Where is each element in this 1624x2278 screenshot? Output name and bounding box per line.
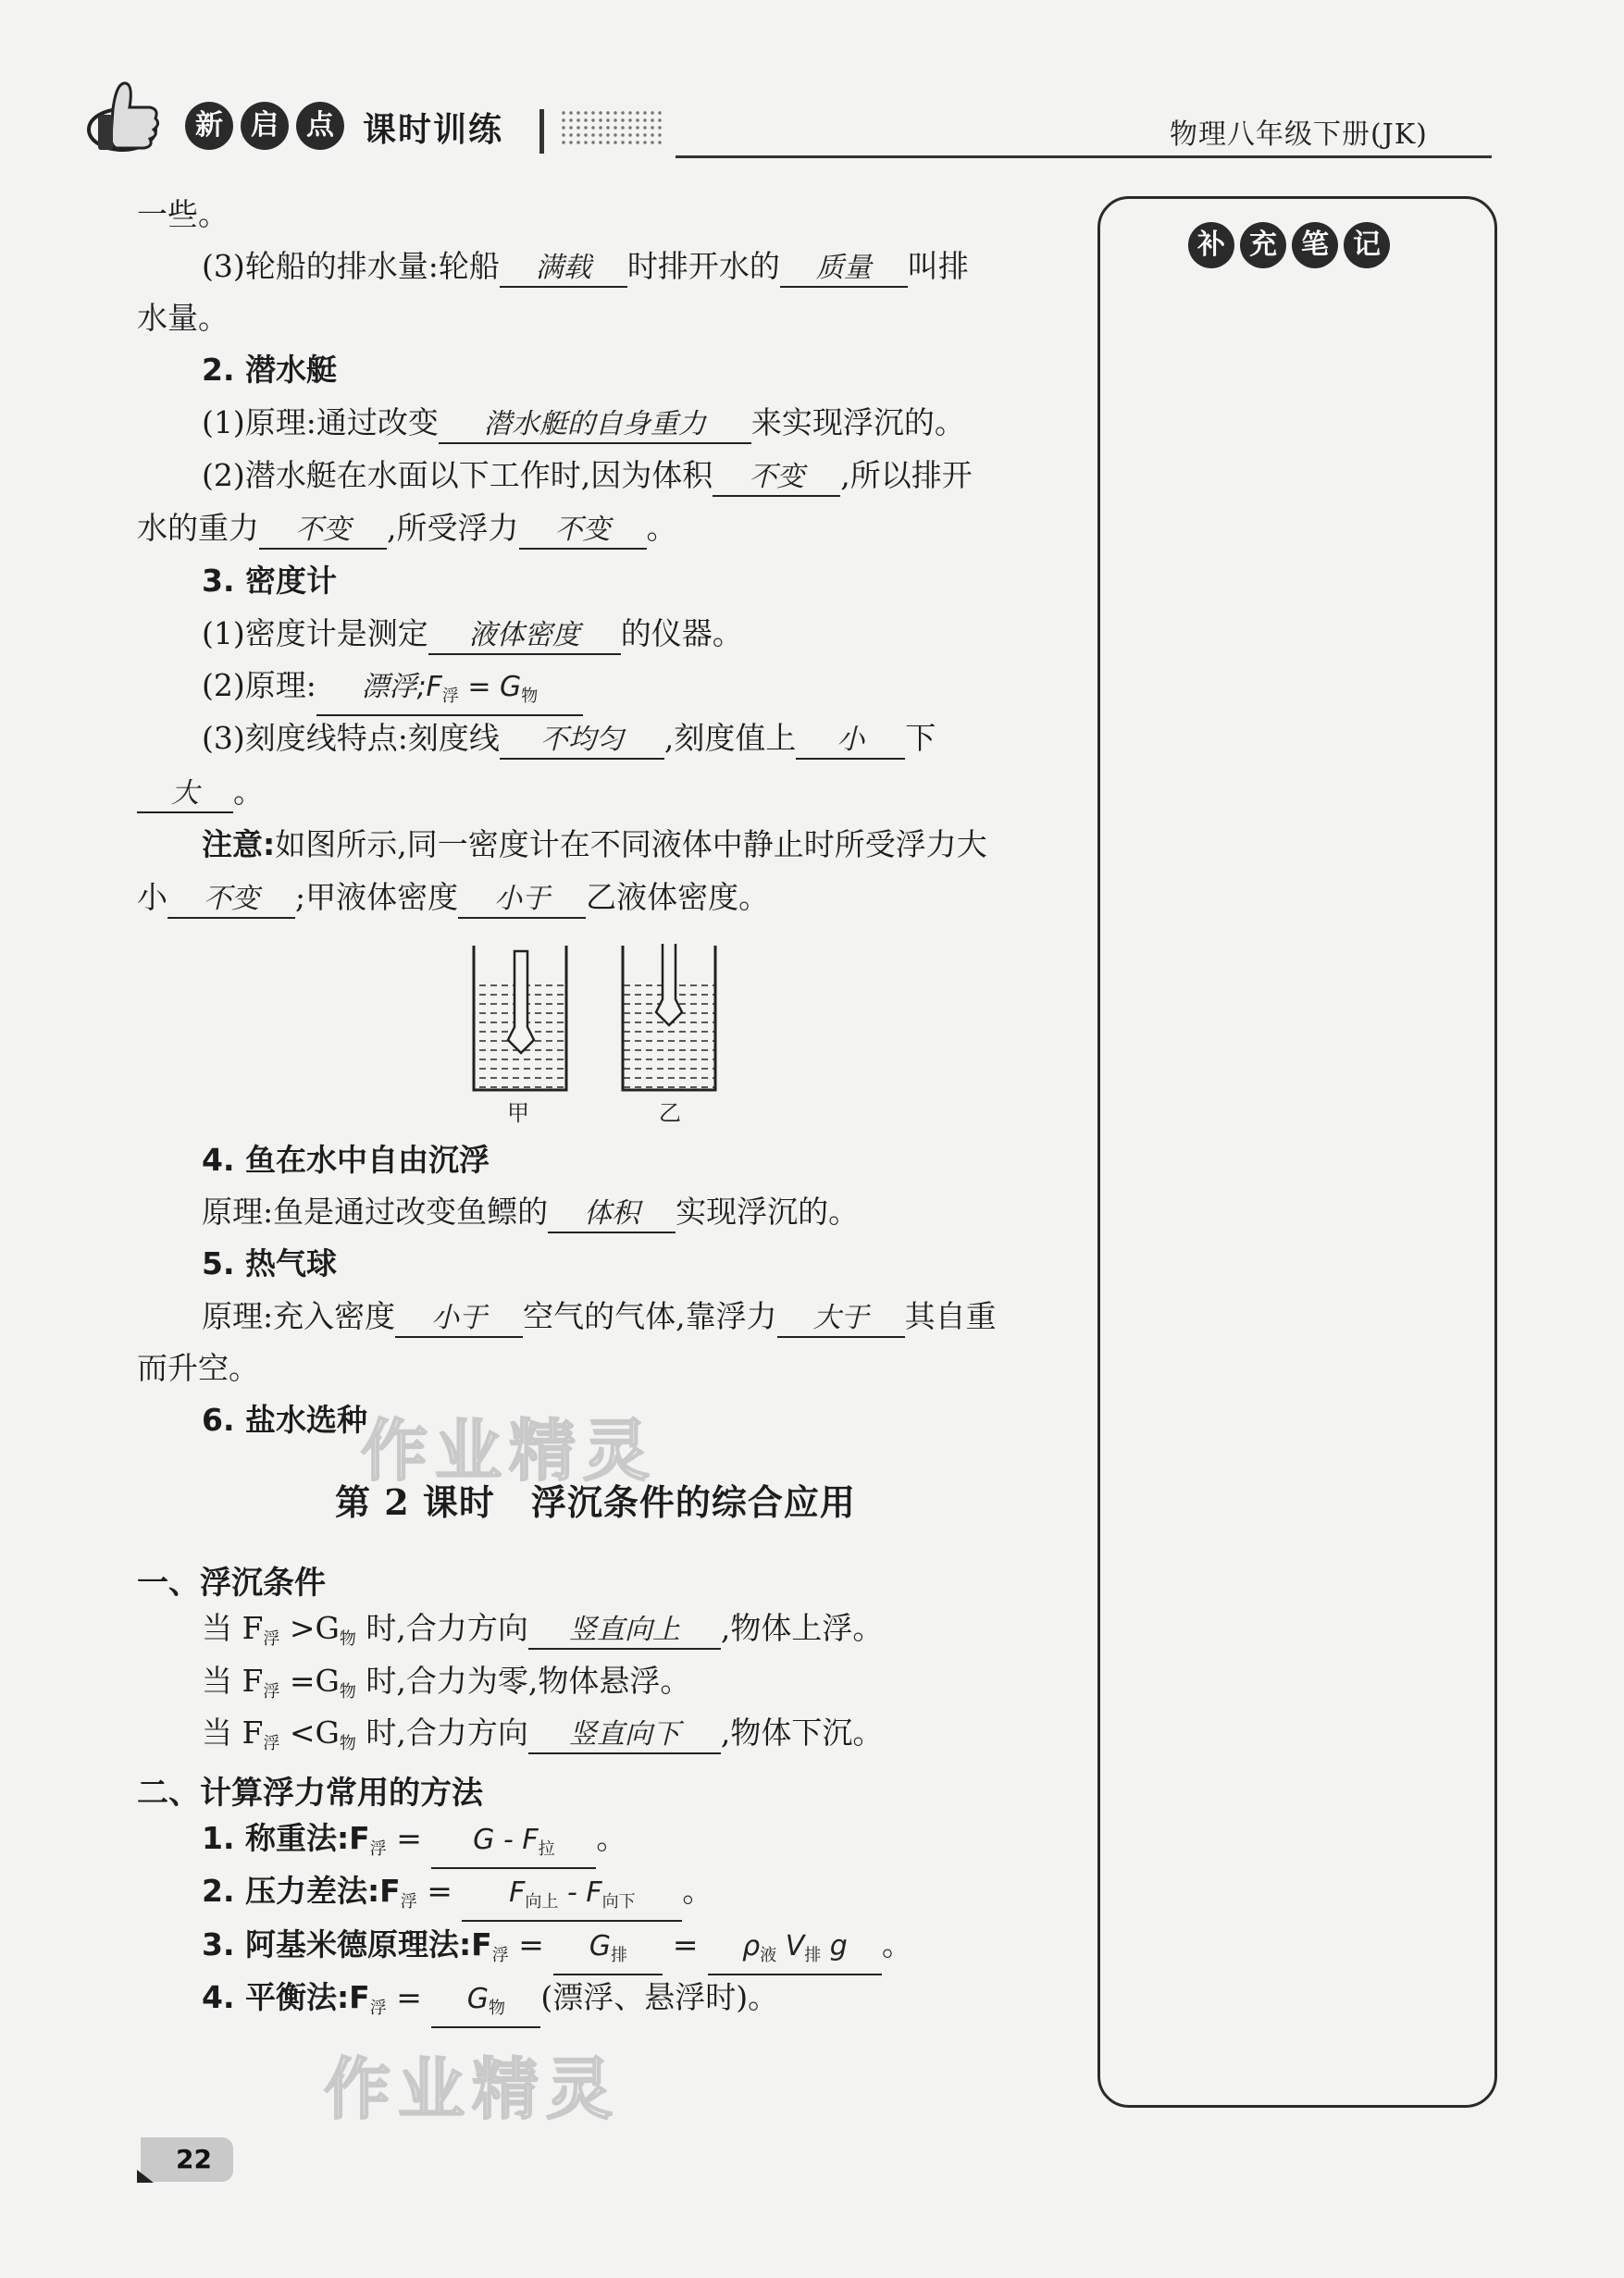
text-line bbox=[202, 1979, 778, 2028]
text-line bbox=[202, 1298, 997, 1338]
answer-blank: 小 bbox=[796, 723, 905, 760]
notes-title-char: 充 bbox=[1240, 222, 1286, 268]
text: 原理:鱼是通过改变鱼鳔的 bbox=[202, 1194, 549, 1230]
text: = bbox=[416, 1873, 452, 1909]
section-heading: 一、浮沉条件 bbox=[137, 1565, 326, 1602]
brand-char-1: 新 bbox=[185, 102, 233, 150]
answer-blank: 质量 bbox=[780, 251, 908, 288]
notes-title bbox=[1188, 222, 1395, 268]
text: 。 bbox=[646, 510, 677, 546]
text: 时,合力为零,物体悬浮。 bbox=[355, 1663, 691, 1699]
subscript: 物 bbox=[339, 1682, 356, 1702]
subscript: 向下 bbox=[601, 1892, 636, 1912]
answer-blank: 不变 bbox=[713, 460, 840, 497]
answer-blank: 小于 bbox=[458, 882, 586, 919]
text: 当 F bbox=[202, 1715, 264, 1751]
text: 1. 称重法:F bbox=[202, 1820, 370, 1856]
text: G bbox=[589, 1930, 611, 1962]
text-line bbox=[137, 1350, 259, 1387]
header-dot-pattern bbox=[560, 109, 662, 148]
book-title: 物理八年级下册(JK) bbox=[1170, 118, 1428, 151]
text: (2)潜水艇在水面以下工作时,因为体积 bbox=[202, 457, 713, 493]
text: = bbox=[663, 1926, 699, 1962]
text: = bbox=[386, 1820, 422, 1856]
text-line bbox=[137, 196, 229, 233]
text-line bbox=[202, 1873, 713, 1922]
text: (1)原理:通过改变 bbox=[202, 404, 439, 440]
text: ,物体上浮。 bbox=[720, 1610, 884, 1646]
text-line bbox=[137, 774, 264, 813]
subscript: 排 bbox=[611, 1946, 627, 1965]
answer-blank: 竖直向下 bbox=[528, 1717, 721, 1754]
text: F bbox=[509, 1876, 526, 1909]
subscript: 排 bbox=[804, 1946, 822, 1965]
text: ,所受浮力 bbox=[387, 510, 519, 546]
answer-blank: 不变 bbox=[167, 882, 295, 919]
answer-blank: 竖直向上 bbox=[528, 1613, 721, 1650]
text: 漂浮;F bbox=[361, 671, 442, 703]
answer-blank: 不变 bbox=[259, 513, 387, 550]
text-line bbox=[202, 826, 987, 863]
text: (漂浮、悬浮时)。 bbox=[540, 1979, 779, 2015]
text-line bbox=[202, 404, 965, 444]
text: 。 bbox=[882, 1926, 913, 1962]
watermark: 作业精灵 bbox=[361, 1412, 658, 1490]
watermark: 作业精灵 bbox=[324, 2050, 621, 2128]
text-line bbox=[202, 615, 743, 655]
beaker-yi bbox=[623, 944, 715, 1090]
note-label: 注意: bbox=[202, 826, 276, 862]
subscript: 拉 bbox=[538, 1839, 555, 1859]
brand-char-2: 启 bbox=[241, 102, 289, 150]
subsection-heading bbox=[202, 1402, 367, 1439]
text: 3. 密度计 bbox=[202, 563, 337, 599]
text: 一些。 bbox=[137, 196, 229, 232]
text: 。 bbox=[596, 1820, 627, 1856]
text: <G bbox=[279, 1715, 340, 1751]
thumbs-up-logo-icon bbox=[85, 72, 168, 165]
section-heading: 二、计算浮力常用的方法 bbox=[137, 1775, 483, 1812]
text-line bbox=[202, 1194, 859, 1233]
text-line bbox=[202, 1926, 912, 1975]
text: G - F bbox=[473, 1824, 539, 1856]
text-line bbox=[202, 457, 973, 497]
text: 其自重 bbox=[904, 1298, 997, 1334]
text: (3)刻度线特点:刻度线 bbox=[202, 720, 500, 756]
subscript: 物 bbox=[521, 687, 539, 706]
text: 而升空。 bbox=[137, 1350, 259, 1386]
page-number: 22 bbox=[141, 2137, 233, 2182]
answer-blank: 大 bbox=[137, 776, 233, 813]
text-line bbox=[202, 1715, 883, 1763]
text: ,刻度值上 bbox=[663, 720, 797, 756]
text-line bbox=[202, 1610, 883, 1658]
text: 。 bbox=[233, 774, 264, 810]
answer-blank bbox=[708, 1929, 882, 1975]
subsection-heading bbox=[202, 1142, 490, 1179]
text: ,物体下沉。 bbox=[720, 1715, 884, 1751]
text: = bbox=[386, 1979, 422, 2015]
text: 叫排 bbox=[907, 248, 969, 284]
subscript: 浮 bbox=[263, 1629, 280, 1649]
answer-blank: 满载 bbox=[500, 251, 627, 288]
text: 水量。 bbox=[137, 300, 229, 336]
text: 6. 盐水选种 bbox=[202, 1402, 367, 1438]
subscript: 浮 bbox=[400, 1892, 417, 1912]
answer-blank: 不变 bbox=[519, 513, 647, 550]
text: 下 bbox=[905, 720, 936, 756]
text: 4. 平衡法:F bbox=[202, 1979, 370, 2015]
text: (2)原理: bbox=[202, 667, 316, 703]
figure-label-yi: 乙 bbox=[659, 1100, 681, 1126]
text: 时,合力方向 bbox=[355, 1610, 528, 1646]
text: 来实现浮沉的。 bbox=[750, 404, 965, 440]
text-line bbox=[202, 1663, 690, 1711]
text: 原理:充入密度 bbox=[202, 1298, 396, 1334]
text: 小 bbox=[137, 879, 167, 915]
text: 当 F bbox=[202, 1663, 264, 1699]
text: >G bbox=[279, 1610, 340, 1646]
text-line bbox=[202, 1820, 626, 1869]
notes-title-char: 记 bbox=[1344, 222, 1390, 268]
text: - F bbox=[558, 1876, 602, 1909]
text: =G bbox=[279, 1663, 340, 1699]
subsection-heading bbox=[202, 563, 337, 600]
answer-blank bbox=[316, 670, 583, 716]
subscript: 向上 bbox=[525, 1892, 559, 1912]
subscript: 浮 bbox=[369, 1999, 387, 2018]
text: 时排开水的 bbox=[626, 248, 780, 284]
answer-blank: 不均匀 bbox=[500, 723, 664, 760]
text-line bbox=[137, 510, 677, 550]
answer-blank: 潜水艇的自身重力 bbox=[439, 407, 751, 444]
header-divider bbox=[539, 109, 544, 154]
text-line bbox=[202, 248, 969, 288]
subscript: 浮 bbox=[441, 687, 459, 706]
subscript: 浮 bbox=[263, 1734, 280, 1753]
page-number-marker bbox=[137, 2170, 154, 2183]
lesson-title: 第 2 课时 浮沉条件的综合应用 bbox=[335, 1481, 856, 1523]
text-line bbox=[137, 300, 229, 337]
figure-label-jia: 甲 bbox=[507, 1100, 529, 1126]
brand-char-3: 点 bbox=[296, 102, 344, 150]
text: 如图所示,同一密度计在不同液体中静止时所受浮力大 bbox=[275, 826, 987, 862]
text: g bbox=[821, 1930, 848, 1962]
supplementary-notes-box bbox=[1097, 196, 1497, 2108]
text-line bbox=[202, 667, 583, 716]
text-line bbox=[202, 720, 936, 760]
subscript: 浮 bbox=[491, 1946, 509, 1965]
notes-title-char: 补 bbox=[1188, 222, 1234, 268]
text: G bbox=[466, 1983, 489, 2015]
subscript: 浮 bbox=[369, 1839, 387, 1859]
text: V bbox=[776, 1930, 805, 1962]
answer-blank: 小于 bbox=[395, 1301, 523, 1338]
text: (3)轮船的排水量:轮船 bbox=[202, 248, 500, 284]
subscript: 物 bbox=[489, 1999, 505, 2018]
answer-blank bbox=[431, 1823, 596, 1869]
answer-blank: 液体密度 bbox=[428, 618, 621, 655]
text: ;甲液体密度 bbox=[295, 879, 459, 915]
text: = bbox=[508, 1926, 544, 1962]
text: 的仪器。 bbox=[620, 615, 743, 651]
text: 当 F bbox=[202, 1610, 264, 1646]
text: 3. 阿基米德原理法:F bbox=[202, 1926, 492, 1962]
subsection-heading bbox=[202, 1245, 337, 1282]
text: = G bbox=[458, 671, 522, 703]
text: 时,合力方向 bbox=[355, 1715, 528, 1751]
subscript: 浮 bbox=[263, 1682, 280, 1702]
header-rule bbox=[676, 155, 1492, 158]
text: 2. 潜水艇 bbox=[202, 352, 337, 388]
text: 乙液体密度。 bbox=[586, 879, 770, 915]
subsection-heading bbox=[202, 352, 337, 389]
subscript: 液 bbox=[760, 1946, 777, 1965]
text: ,所以排开 bbox=[840, 457, 973, 493]
text: 5. 热气球 bbox=[202, 1245, 337, 1281]
text: 。 bbox=[682, 1873, 713, 1909]
subscript: 物 bbox=[339, 1629, 356, 1649]
answer-blank bbox=[553, 1929, 663, 1975]
text: 2. 压力差法:F bbox=[202, 1873, 401, 1909]
answer-blank bbox=[462, 1876, 682, 1922]
text: 4. 鱼在水中自由沉浮 bbox=[202, 1142, 490, 1178]
text: 空气的气体,靠浮力 bbox=[523, 1298, 777, 1334]
text: ρ bbox=[742, 1930, 761, 1962]
text: 水的重力 bbox=[137, 510, 259, 546]
beaker-jia bbox=[474, 946, 566, 1090]
series-name: 课时训练 bbox=[363, 111, 504, 149]
subscript: 物 bbox=[339, 1734, 356, 1753]
notes-title-char: 笔 bbox=[1292, 222, 1338, 268]
answer-blank: 体积 bbox=[548, 1196, 676, 1233]
page-header bbox=[0, 0, 1624, 167]
answer-blank bbox=[431, 1982, 540, 2028]
text: 实现浮沉的。 bbox=[676, 1194, 860, 1230]
answer-blank: 大于 bbox=[777, 1301, 905, 1338]
text: (1)密度计是测定 bbox=[202, 615, 428, 651]
text-line bbox=[137, 879, 769, 919]
